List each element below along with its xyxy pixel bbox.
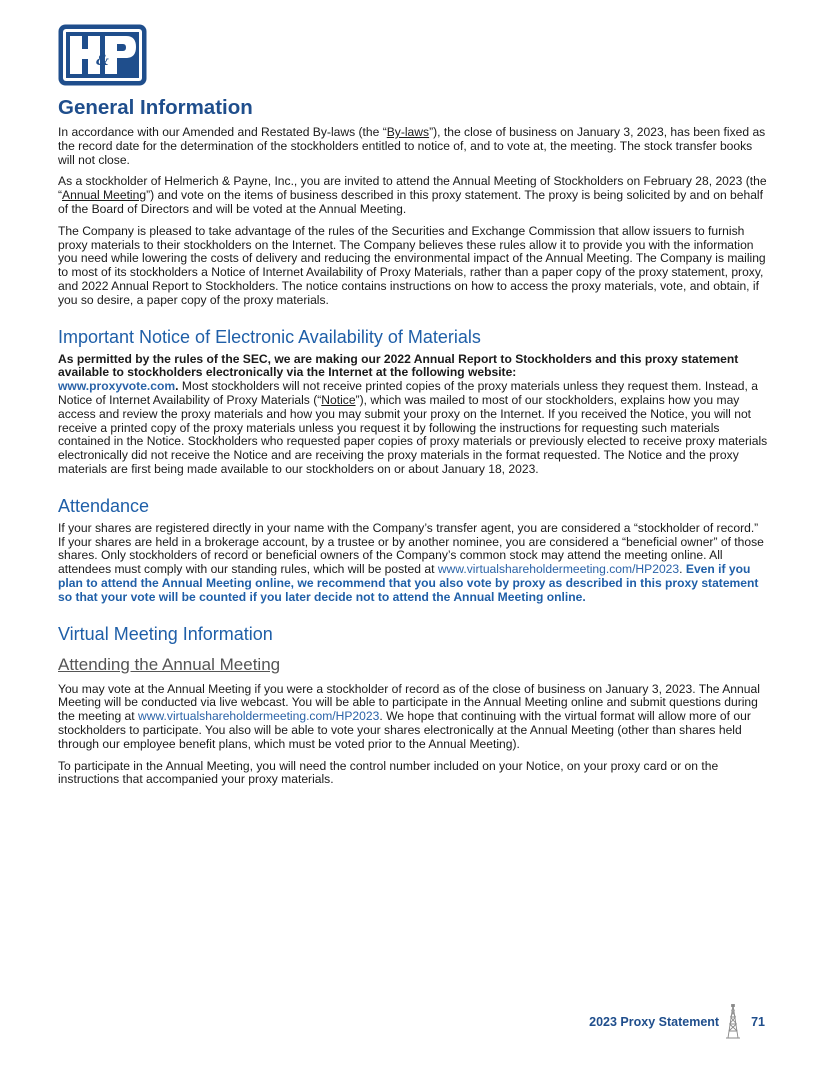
virtual-participation-paragraph: You may vote at the Annual Meeting if you were a stockholder of record as of the close of business on January 3, 2023. The Annual Meeting will be conducted via live webcast. You will be able to participate in the Annual Meeting online and submit questions during the meeting at www.virtualshareholdermeeting.com/HP2023. We hope that continuing with the virtual format will allow more of our stockholders to participate. You also will be able to vote your shares electronically at the Annual Meeting (other than shares held through our employee benefit plans, which must be voted prior to the Annual Meeting).	[58, 681, 760, 751]
bylaws-term: By-laws	[386, 125, 430, 139]
general-information-heading: General Information	[58, 96, 253, 119]
page-footer	[589, 1002, 765, 1042]
attending-annual-meeting-subheading: Attending the Annual Meeting	[58, 654, 281, 674]
svg-text:&: &	[96, 53, 109, 69]
annual-meeting-term: Annual Meeting	[62, 188, 147, 203]
page-number: 71	[751, 1015, 765, 1029]
sec-rules-paragraph: The Company is pleased to take advantage of the rules of the Securities and Exchange Commission that allow issuers to furnish proxy materials to their stockholders on the Internet. The Company believes these rules allow it to provide you with the information you need while lowering the costs of delivery and reducing the environmental impact of the Annual Meeting. The Company is mailing to most of its stockholders a Notice of Internet Availability of Proxy Materials, rather than a paper copy of the proxy statement, proxy, and 2022 Annual Report to Stockholders. The notice contains instructions on how to access the proxy materials, vote, and obtain, if you so desire, a paper copy of the proxy materials.	[58, 223, 766, 307]
attendance-heading: Attendance	[58, 495, 150, 516]
control-number-paragraph: To participate in the Annual Meeting, you will need the control number included on your Notice, on your proxy card or on the instructions that accompanied your proxy materials.	[58, 758, 719, 787]
footer-title: 2023 Proxy Statement	[589, 1015, 720, 1029]
electronic-availability-heading: Important Notice of Electronic Availability of Materials	[58, 326, 481, 347]
attendance-paragraph: If your shares are registered directly in your name with the Company’s transfer agent, you are considered a “stockholder of record.” If your shares are held in a brokerage account, by a trustee or by another nominee, you are considered a “beneficial owner” of those shares. Only stockholders of record or beneficial owners of the Company’s common stock may attend the meeting online. All attendees must comply with our standing rules, which will be posted at www.virtualshareholdermeeting.com/HP2023. Even if you plan to attend the Annual Meeting online, we recommend that you also vote by proxy as described in this proxy statement so that your vote will be counted if you later decide not to attend the Annual Meeting online.	[58, 520, 764, 604]
virtual-meeting-link[interactable]: www.virtualshareholdermeeting.com/HP2023	[437, 562, 680, 577]
company-logo	[58, 24, 147, 86]
electronic-availability-paragraph: As permitted by the rules of the SEC, we are making our 2022 Annual Report to Stockholders and this proxy statement available to stockholders electronically via the Internet at the following website: www.proxyvote.com. Most stockholders will not receive printed copies of the proxy materials unless they request them. Instead, a Notice of Internet Availability of Proxy Materials (“Notice”), which was mailed to most of our stockholders, explains how you may access and review the proxy materials and how you may submit your proxy on the Internet. If you received the Notice, you will not receive a printed copy of the proxy materials unless you request it by following the instructions for requesting such materials contained in the Notice. Stockholders who requested paper copies of proxy materials or previously elected to receive proxy materials electronically did not receive the Notice and are receiving the proxy materials in the format requested. The Notice and the proxy materials are first being made available to our stockholders on or about January 18, 2023.	[58, 351, 768, 476]
record-date-paragraph: In accordance with our Amended and Restated By-laws (the “By-laws”), the close of business on January 3, 2023, has been fixed as the record date for the determination of the stockholders entitled to notice of, and to vote at, the meeting. The stock transfer books will not close.	[58, 125, 766, 167]
virtual-meeting-heading: Virtual Meeting Information	[58, 623, 273, 644]
oil-derrick-icon	[725, 1004, 741, 1040]
virtual-meeting-link-2[interactable]: www.virtualshareholdermeeting.com/HP2023	[138, 709, 380, 724]
invitation-paragraph: As a stockholder of Helmerich & Payne, Inc., you are invited to attend the Annual Meeting of Stockholders on February 28, 2023 (the “Annual Meeting”) and vote on the items of business described in this proxy statement. The proxy is being solicited by and on behalf of the Board of Directors and will be voted at the Annual Meeting.	[58, 174, 767, 216]
proxyvote-link[interactable]: www.proxyvote.com	[58, 379, 176, 394]
notice-term: Notice	[321, 392, 356, 407]
vote-by-proxy-note: Even if you plan to attend the Annual Meeting online, we recommend that you also vote by proxy as described in this proxy statement so that your vote will be counted if you later decide not to attend the Annual Meeting online.	[58, 562, 759, 604]
document-body	[58, 96, 768, 795]
